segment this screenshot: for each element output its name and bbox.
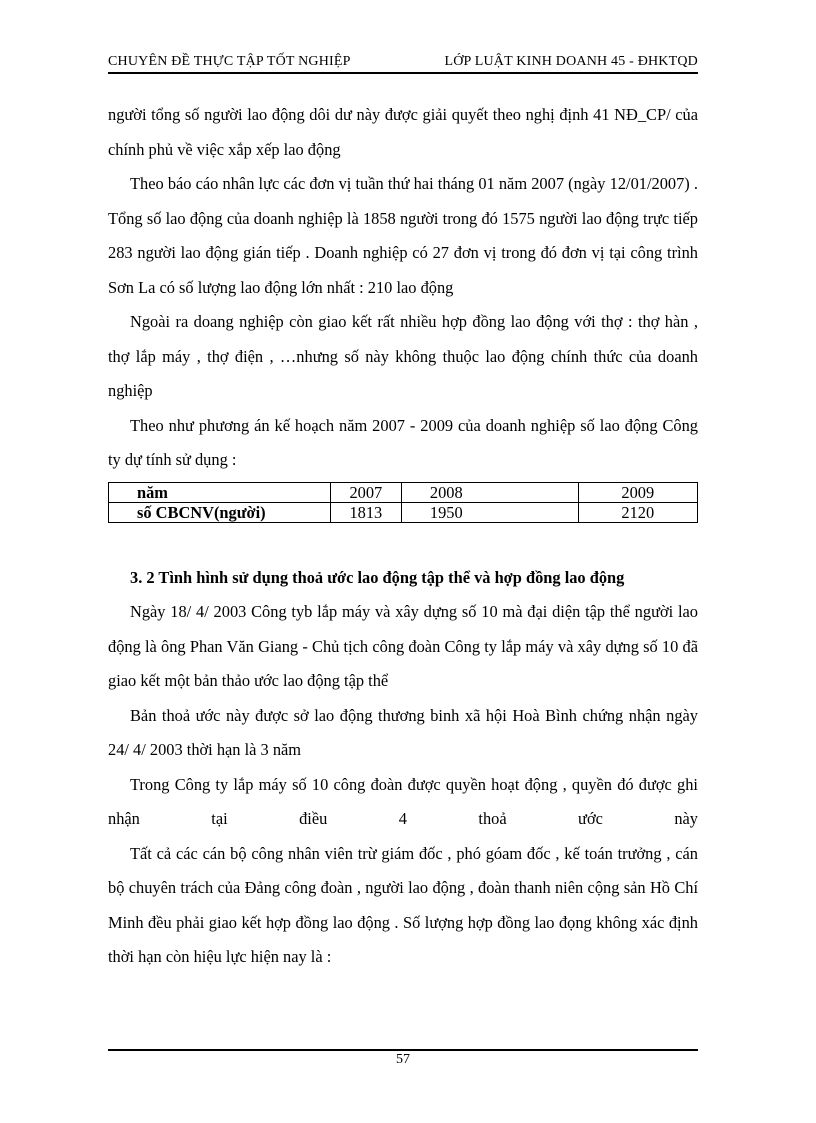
paragraph-employees: Tất cả các cán bộ công nhân viên trừ giám đốc , phó góam đốc , kế toán trưởng , cán bộ chuyên trách của Đảng công đoàn , người lao động , đoàn thanh niên cộng sản Hồ Chí Minh đều phải giao kết hợp đồng lao động . Số lượng hợp đồng lao đọng không xác định thời hạn còn hiệu lực hiện nay là :: [108, 843, 698, 966]
table-cell: 2007: [330, 482, 401, 502]
table-row: [109, 502, 698, 522]
page-number: 57: [396, 1052, 410, 1067]
paragraph-certification: Bản thoả ước này được sở lao động thương binh xã hội Hoà Bình chứng nhận ngày 24/ 4/ 2003 thời hạn là 3 năm: [108, 705, 698, 759]
table-cell: 2009: [578, 482, 697, 502]
paragraph-continued: người tổng số người lao động dôi dư này được giải quyết theo nghị định 41 NĐ_CP/ của chính phủ về việc xắp xếp lao động: [108, 105, 698, 159]
staff-table: [108, 482, 698, 523]
paragraph-union-rights: Trong Công ty lắp máy số 10 công đoàn được quyền hoạt động , quyền đó được ghi nhận tại điều 4 thoả ước này: [108, 774, 698, 828]
paragraph-agreement: Ngày 18/ 4/ 2003 Công tyb lắp máy và xây dựng số 10 mà đại diện tập thể người lao động là ông Phan Văn Giang - Chủ tịch công đoàn Công ty lắp máy và xây dựng số 10 đã giao kết một bản thảo ước lao động tập thể: [108, 602, 698, 690]
table-cell: 1950: [401, 502, 578, 522]
page-header: [108, 52, 698, 74]
document-page: [108, 0, 698, 1123]
table-cell: 2008: [401, 482, 578, 502]
table-cell: năm: [109, 482, 331, 502]
table-header-row: [109, 482, 698, 502]
table-cell: 1813: [330, 502, 401, 522]
document-body: [108, 98, 698, 975]
footer-divider: [108, 1049, 698, 1051]
header-left-text: CHUYÊN ĐỀ THỰC TẬP TỐT NGHIỆP: [108, 54, 351, 69]
table-cell: số CBCNV(người): [109, 502, 331, 522]
section-title: 3. 2 Tình hình sử dụng thoả ước lao động tập thể và hợp đồng lao động: [130, 567, 625, 587]
table-cell: 2120: [578, 502, 697, 522]
paragraph-plan: Theo như phương án kế hoạch năm 2007 - 2009 của doanh nghiệp số lao động Công ty dự tính sử dụng :: [108, 415, 698, 469]
header-right-text: LỚP LUẬT KINH DOANH 45 - ĐHKTQD: [444, 54, 698, 69]
paragraph-staff-report: Theo báo cáo nhân lực các đơn vị tuần thứ hai tháng 01 năm 2007 (ngày 12/01/2007) . Tổng số lao động của doanh nghiệp là 1858 người trong đó 1575 người lao động trực tiếp 283 người lao động gián tiếp . Doanh nghiệp có 27 đơn vị trong đó đơn vị tại công trình Sơn La có số lượng lao động lớn nhất : 210 lao động: [108, 174, 698, 297]
paragraph-contracts: Ngoài ra doang nghiệp còn giao kết rất nhiều hợp đồng lao động với thợ : thợ hàn , thợ lắp máy , thợ điện , …nhưng số này không thuộc lao động chính thức của doanh nghiệp: [108, 312, 698, 400]
